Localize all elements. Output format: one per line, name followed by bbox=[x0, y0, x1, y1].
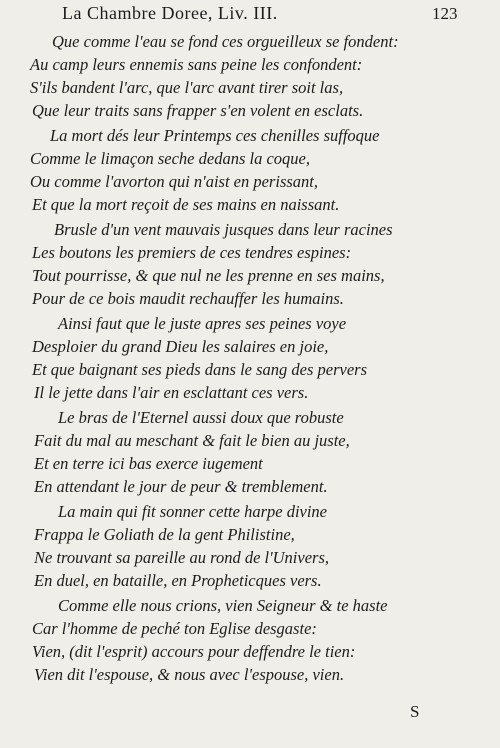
page-number: 123 bbox=[432, 4, 458, 23]
verse-line: Les boutons les premiers de ces tendres espines: bbox=[32, 243, 352, 262]
verse-line: Vien, (dit l'esprit) accours pour deffendre le tien: bbox=[32, 642, 356, 661]
verse-line: Et en terre ici bas exerce iugement bbox=[34, 454, 263, 473]
verse-line: S'ils bandent l'arc, que l'arc avant tirer soit las, bbox=[30, 78, 344, 97]
verse-line: Comme le limaçon seche dedans la coque, bbox=[30, 149, 310, 168]
verse-line: En duel, en bataille, en Propheticques vers. bbox=[34, 571, 322, 590]
verse-line: Au camp leurs ennemis sans peine les confondent: bbox=[30, 55, 363, 74]
verse-line: Comme elle nous crions, vien Seigneur & te haste bbox=[58, 596, 388, 615]
running-head: La Chambre Doree, Liv. III. bbox=[62, 3, 278, 23]
verse-line: Brusle d'un vent mauvais jusques dans leur racines bbox=[54, 220, 393, 239]
verse-line: Que leur traits sans frapper s'en volent en esclats. bbox=[32, 101, 364, 120]
verse-line: Car l'homme de peché ton Eglise desgaste: bbox=[32, 619, 317, 638]
verse-line: Ou comme l'avorton qui n'aist en perissant, bbox=[30, 172, 318, 191]
verse-line: Le bras de l'Eternel aussi doux que robuste bbox=[58, 408, 344, 427]
verse-line: Pour de ce bois maudit rechauffer les humains. bbox=[32, 289, 344, 308]
signature-mark: S bbox=[410, 702, 420, 721]
verse-line: Et que la mort reçoit de ses mains en naissant. bbox=[32, 195, 340, 214]
verse-line: Ne trouvant sa pareille au rond de l'Univers, bbox=[34, 548, 329, 567]
verse-line: Tout pourrisse, & que nul ne les prenne en ses mains, bbox=[32, 266, 385, 285]
verse-line: Il le jette dans l'air en esclattant ces vers. bbox=[34, 383, 309, 402]
verse-line: Frappa le Goliath de la gent Philistine, bbox=[34, 525, 295, 544]
verse-line: La mort dés leur Printemps ces chenilles suffoque bbox=[50, 126, 380, 145]
verse-line: Que comme l'eau se fond ces orgueilleux se fondent: bbox=[52, 32, 399, 51]
verse-line: Fait du mal au meschant & fait le bien au juste, bbox=[34, 431, 350, 450]
verse-line: Vien dit l'espouse, & nous avec l'espouse, vien. bbox=[34, 665, 345, 684]
verse-line: Ainsi faut que le juste apres ses peines voye bbox=[58, 314, 347, 333]
verse-line: En attendant le jour de peur & tremblement. bbox=[34, 477, 328, 496]
verse-line: La main qui fit sonner cette harpe divine bbox=[58, 502, 328, 521]
verse-line: Desploier du grand Dieu les salaires en joie, bbox=[32, 337, 329, 356]
verse-line: Et que baignant ses pieds dans le sang des pervers bbox=[32, 360, 368, 379]
